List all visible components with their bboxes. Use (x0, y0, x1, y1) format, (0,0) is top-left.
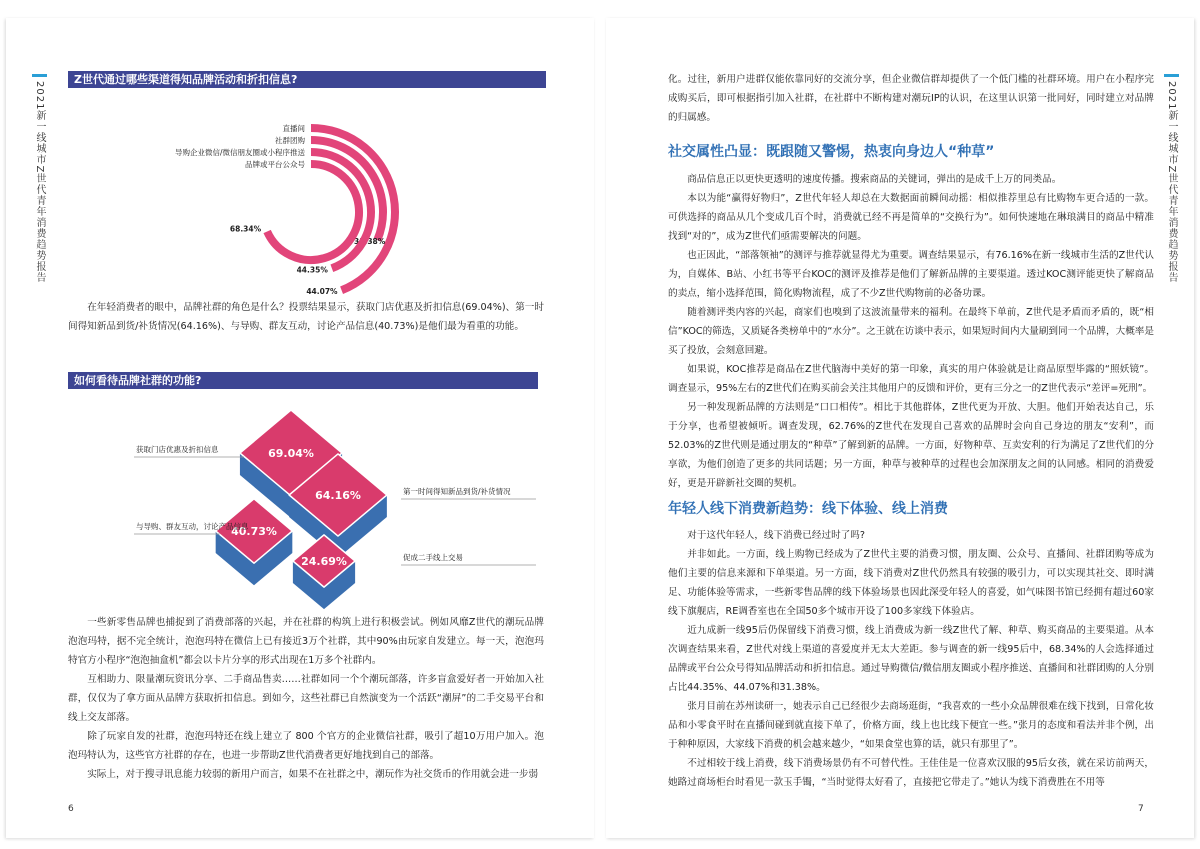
category-label: 直播间 (282, 124, 305, 133)
value-label: 31.38% (354, 237, 386, 247)
chart2-title: 如何看待品牌社群的功能? (68, 372, 538, 389)
value-label: 69.04% (268, 447, 314, 460)
section-heading: 社交属性凸显：既跟随又警惕，热衷向身边人“种草” (668, 144, 995, 160)
category-label: 获取门店优惠及折扣信息 (136, 445, 219, 454)
radial-chart (6, 88, 594, 328)
running-title: 2021新一线城市Z世代青年消费趋势报告 (32, 74, 47, 283)
left-page (6, 18, 594, 838)
isometric-chart (6, 393, 594, 623)
page-number: 7 (1138, 804, 1144, 814)
value-label: 68.34% (229, 224, 262, 234)
category-label: 与导购、群友互动，讨论产品信息 (136, 522, 249, 531)
category-label: 社群团购 (275, 136, 305, 145)
value-label: 44.35% (296, 265, 328, 275)
value-label: 64.16% (315, 489, 361, 502)
section-heading: 年轻人线下消费新趋势：线下体验、线上消费 (668, 501, 948, 517)
chart1-title: Z世代通过哪些渠道得知品牌活动和折扣信息? (68, 71, 546, 88)
category-label: 导购企业微信/微信朋友圈或小程序推送 (174, 148, 305, 157)
body-text: 对于这代年轻人，线下消费已经过时了吗? 并非如此。一方面，线上购物已经成为了Z世代主要的消费习惯，朋友圈、公众号、直播间、社群团购等成为他们主要的信息来源和下单渠道。另一方面，线下消费对Z世代仍然具有较强的吸引力，可以实现其社交、即时满足、功能体验等需求，一些新零售品牌的线下体验场景也因此深受年轻人的喜爱，如气味图书馆已经拥有超过60家线下旗舰店，RE调香室也在全国50多个城市开设了100多家线下体验店。 近九成新一线95后仍保留线下消费习惯，线上消费成为新一线Z世代了解、种草、购买商品的主要渠道。从本次调查结果来看，Z世代对线上渠道的喜爱度并无太大差距。参与调查的新一线95后中，68.34%的人会选择通过品牌或平台公众号得知品牌活动和折扣信息。通过导购微信/微信朋友圈或小程序推送、直播间和社群团购的人分别占比44.35%、44.07%和31.38%。 张月目前在苏州读研一，她表示自己已经很少去商场逛街，“我喜欢的一些小众品牌很难在线下找到，日常化妆品和小零食平时在直播间碰到就直接下单了，价格方面，线上也比线下便宜一些。”张月的态度和看法并非个例，出于种种原因，大家线下消费的机会越来越少，“如果食堂也算的话，就只有那里了”。 不过相较于线上消费，线下消费场景仍有不可替代性。王佳佳是一位喜欢汉服的95后女孩，就在采访前两天，她路过商场柜台时看见一款玉手镯，“当时觉得太好看了，直接把它带走了。”她认为线下消费胜在不用等 (668, 530, 1154, 788)
radial-bar (267, 164, 359, 260)
category-label: 品牌或平台公众号 (245, 160, 305, 169)
right-page (606, 18, 1194, 838)
category-label: 促成二手线上交易 (403, 553, 463, 562)
body-text: 商品信息正以更快更透明的速度传播。搜索商品的关键词，弹出的是成千上万的同类品。 本以为能“赢得好物归”，Z世代年轻人却总在大数据面前瞬间动摇：相似推荐里总有比购物车更合适的一款。可供选择的商品从几个变成几百个时，消费就已经不再是简单的“交换行为”。如何快速地在琳琅满目的商品中精准找到“对的”，成为Z世代们亟需要解决的问题。 也正因此，“部落领袖”的测评与推荐就显得尤为重要。调查结果显示，有76.16%在新一线城市生活的Z世代认为，自媒体、B站、小红书等平台KOC的测评及推荐是他们了解新品牌的主要渠道。透过KOC测评能更快了解商品的卖点，缩小选择范围，简化购物流程，成了不少Z世代购物前的必备功课。 随着测评类内容的兴起，商家们也嗅到了这波流量带来的福利。在最终下单前，Z世代是矛盾而矛盾的，既“相信”KOC的筛选，又质疑各类榜单中的“水分”。之王就在访谈中表示，如果短时间内大量刷到同一个品牌，大概率是买了投放，会刻意回避。 如果说，KOC推荐是商品在Z世代脑海中美好的第一印象，真实的用户体验就是让商品原型毕露的“照妖镜”。调查显示，95%左右的Z世代们在购买前会关注其他用户的反馈和评价，更有三分之一的Z世代表示“差评=死刑”。 另一种发现新品牌的方法则是“口口相传”。相比于其他群体，Z世代更为开放、大胆。他们开始表达自己，乐于分享，也希望被倾听。调查发现，62.76%的Z世代在发现自己喜欢的品牌时会向自己身边的朋友“安利”，而52.03%的Z世代则是通过朋友的“种草”了解到新的品牌。一方面，好物种草、互卖安利的行为满足了Z世代们的分享欲，为他们创造了更多的共同话题；另一方面，种草与被种草的过程也会加深朋友之间的认同感。相同的消费爱好，更是开辟新社交圈的契机。 (668, 174, 1154, 489)
category-label: 第一时间得知新品到货/补货情况 (403, 487, 511, 496)
value-label: 44.07% (306, 287, 338, 297)
page-number: 6 (68, 804, 74, 814)
running-title: 2021新一线城市Z世代青年消费趋势报告 (1164, 74, 1179, 283)
paragraph: 化。过往，新用户进群仅能依靠同好的交流分享，但企业微信群却提供了一个低门槛的社群环境。用户在小程序完成购买后，即可根据指引加入社群，在社群中不断构建对潮玩IP的认识，在这里认识第一批同好，同时建立对品牌的归属感。 (668, 74, 1154, 123)
paragraph: 在年轻消费者的眼中，品牌社群的角色是什么？投票结果显示，获取门店优惠及折扣信息(69.04%)、第一时间得知新品到货/补货情况(64.16%)、与导购、群友互动，讨论产品信息(40.73%)是他们最为看重的功能。 (68, 302, 544, 332)
body-text: 一些新零售品牌也捕捉到了消费部落的兴起，并在社群的构筑上进行积极尝试。例如风靡Z世代的潮玩品牌泡泡玛特，据不完全统计，泡泡玛特在微信上已有接近3万个社群，其中90%由玩家自发建立。每一天，泡泡玛特官方小程序“泡泡抽盒机”都会以卡片分享的形式出现在1万多个社群内。 互相助力、限量潮玩资讯分享、二手商品售卖……社群如同一个个潮玩部落，许多盲盒爱好者一开始加入社群，仅仅为了拿方面从品牌方获取折扣信息。到如今，这些社群已自然演变为一个活跃“潮屏”的二手交易平台和线上交友部落。 除了玩家自发的社群，泡泡玛特还在线上建立了 800 个官方的企业微信社群，吸引了超10万用户加入。泡泡玛特认为，这些官方社群的存在，也进一步帮助Z世代消费者更好地找到自己的部落。 实际上，对于搜寻讯息能力较弱的新用户而言，如果不在社群之中，潮玩作为社交货币的作用就会进一步弱 (68, 617, 544, 780)
value-label: 24.69% (301, 555, 347, 568)
value-label: 40.73% (231, 525, 277, 538)
